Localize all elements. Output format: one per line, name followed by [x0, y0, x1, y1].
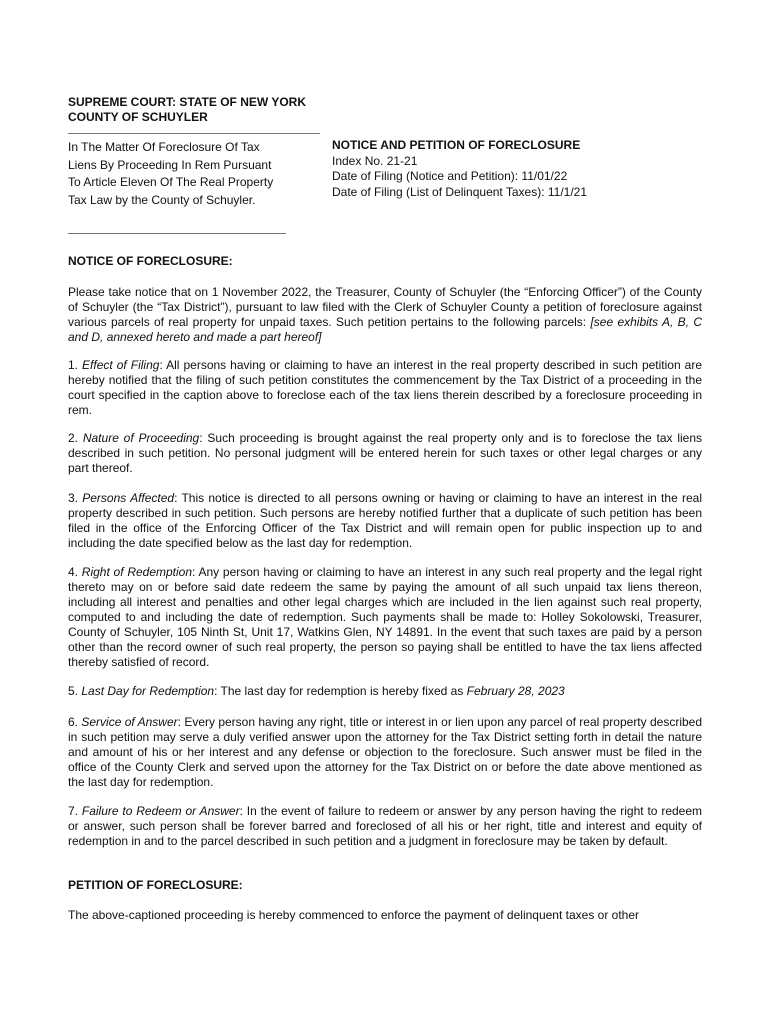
- section-label: Persons Affected: [82, 491, 175, 505]
- section-text: : This notice is directed to all persons owning or having or claiming to have an interest in the real property described in such petition. Such persons are hereby notified further that a duplicate of such petition has been filed in the office of the Enforcing Officer of the Tax District and will remain open for public inspection up to and including the date specified below as the last day for redemption.: [68, 491, 702, 550]
- caption-details: [332, 138, 752, 200]
- section-label: Effect of Filing: [82, 358, 160, 372]
- section-label: Failure to Redeem or Answer: [81, 804, 240, 818]
- section-right-of-redemption: [68, 565, 702, 670]
- caption-matter: [68, 139, 328, 209]
- section-number: 1.: [68, 358, 83, 372]
- section-service-of-answer: [68, 715, 702, 790]
- matter-line: Liens By Proceeding In Rem Pursuant: [68, 157, 272, 172]
- section-last-day-for-redemption: [68, 684, 702, 699]
- section-number: 2.: [68, 431, 83, 445]
- section-number: 3.: [68, 491, 83, 505]
- section-failure-to-redeem: [68, 804, 702, 849]
- section-text: : The last day for redemption is hereby fixed as: [214, 684, 467, 698]
- section-nature-of-proceeding: [68, 431, 702, 476]
- court-header: [68, 95, 306, 125]
- index-number: Index No. 21-21: [332, 153, 418, 168]
- section-label: Nature of Proceeding: [82, 431, 200, 445]
- notice-heading: NOTICE OF FORECLOSURE:: [68, 254, 233, 268]
- caption-divider-bottom: [68, 233, 286, 234]
- document-title: NOTICE AND PETITION OF FORECLOSURE: [332, 138, 581, 152]
- section-text: : In the event of failure to redeem or answer by any person having the right to redeem or answer, such person shall be forever barred and foreclosed of all his or her right, title and interest and equity of redemption in and to the parcel described in such petition and a judgment in foreclosure may be taken by default.: [68, 804, 703, 848]
- section-text: : Such proceeding is brought against the real property only and is to foreclose the tax liens described in such petition. No personal judgment will be entered herein for such taxes or other legal charges or any part thereof.: [68, 431, 703, 475]
- intro-text: Please take notice that on 1 November 2022, the Treasurer, County of Schuyler (the “Enforcing Officer”) of the County of Schuyler (the “Tax District”), pursuant to law filed with the Clerk of Schuyler County a petition of foreclosure against various parcels of real property for unpaid taxes. Such petition pertains to the following parcels:: [68, 285, 702, 329]
- section-number: 6.: [68, 715, 82, 729]
- section-text: : Every person having any right, title or interest in or lien upon any parcel of real property described in such petition may serve a duly verified answer upon the attorney for the Tax District setting forth in detail the nature and amount of his or her interest and any defense or objection to the foreclosure. Such answer must be filed in the office of the County Clerk and served upon the attorney for the Tax District on or before the date above mentioned as the last day for redemption.: [68, 715, 703, 789]
- intro-exhibits: [see exhibits A, B, C and D, annexed hereto and made a part hereof]: [68, 315, 702, 344]
- intro-paragraph: [68, 285, 702, 345]
- section-number: 5.: [68, 684, 82, 698]
- petition-paragraph: The above-captioned proceeding is hereby commenced to enforce the payment of delinquent taxes or other: [68, 908, 640, 922]
- county-name: COUNTY OF SCHUYLER: [68, 110, 208, 124]
- section-number: 4.: [68, 565, 82, 579]
- matter-line: Tax Law by the County of Schuyler.: [68, 192, 256, 207]
- matter-line: In The Matter Of Foreclosure Of Tax: [68, 140, 260, 154]
- filing-date-list: Date of Filing (List of Delinquent Taxes): 11/1/21: [332, 184, 588, 199]
- court-name: SUPREME COURT: STATE OF NEW YORK: [68, 95, 307, 109]
- matter-line: To Article Eleven Of The Real Property: [68, 175, 274, 189]
- section-number: 7.: [68, 804, 82, 818]
- section-label: Service of Answer: [81, 715, 178, 729]
- section-text: : All persons having or claiming to have an interest in the real property described in such petition are hereby notified that the filing of such petition constitutes the commencement by the Tax District of a proceeding in the court specified in the caption above to foreclose each of the tax liens therein described by a foreclosure proceeding in rem.: [68, 358, 703, 417]
- redemption-deadline: February 28, 2023: [466, 684, 565, 698]
- section-label: Last Day for Redemption: [81, 684, 215, 698]
- section-effect-of-filing: [68, 358, 702, 418]
- caption-divider-top: [68, 133, 320, 134]
- section-text: : Any person having or claiming to have an interest in any such real property and the legal right thereto may on or before said date redeem the same by paying the amount of all such unpaid tax liens thereon, including all interest and penalties and other legal charges which are included in the lien against such real property, computed to and including the date of redemption. Such payments shall be made to: Holley Sokolowski, Treasurer, County of Schuyler, 105 Ninth St, Unit 17, Watkins Glen, NY 14891. In the event that such taxes are paid by a person other than the record owner of such real property, the person so paying shall be entitled to have the tax liens affected thereby satisfied of record.: [68, 565, 703, 669]
- section-label: Right of Redemption: [81, 565, 193, 579]
- section-persons-affected: [68, 491, 702, 551]
- filing-date-notice: Date of Filing (Notice and Petition): 11/01/22: [332, 169, 568, 183]
- petition-heading: PETITION OF FORECLOSURE:: [68, 878, 243, 892]
